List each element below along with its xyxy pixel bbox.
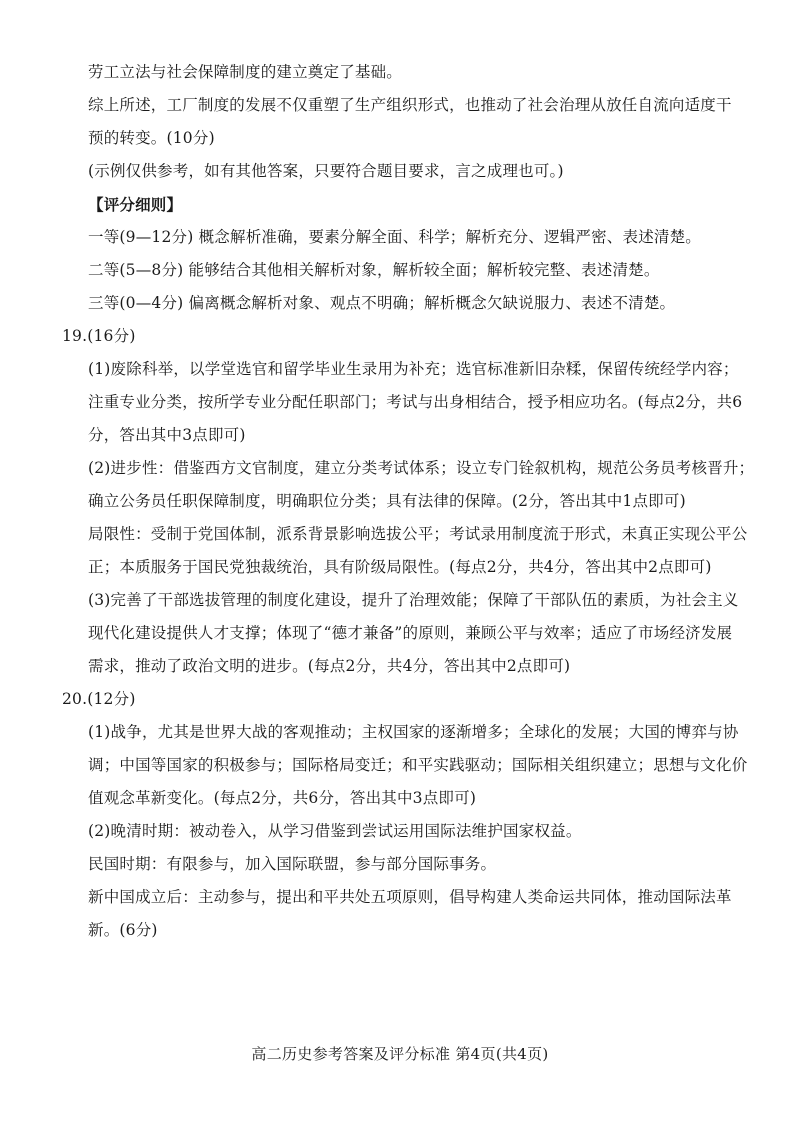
text-line: 局限性：受制于党国体制，派系背景影响选拔公平；考试录用制度流于形式，未真正实现公平公 [88,525,748,543]
text-line: 民国时期：有限参与，加入国际联盟，参与部分国际事务。 [88,855,497,873]
text-line: 分，答出其中3点即可) [88,426,246,444]
text-line: 需求，推动了政治文明的进步。(每点2分，共4分，答出其中2点即可) [88,657,571,675]
text-line: 调；中国等国家的积极参与；国际格局变迁；和平实践驱动；国际相关组织建立；思想与文化价 [88,756,748,774]
grading-rules-heading: 【评分细则】 [88,195,183,214]
text-line: (2)晚清时期：被动卷入，从学习借鉴到尝试运用国际法维护国家权益。 [88,822,582,840]
text-line: (2)进步性：借鉴西方文官制度，建立分类考试体系；设立专门铨叙机构，规范公务员考核晋升； [88,459,755,477]
text-line: 新中国成立后：主动参与，提出和平共处五项原则，倡导构建人类命运共同体，推动国际法革 [88,888,732,906]
text-line: (1)废除科举，以学堂选官和留学毕业生录用为补充；选官标准新旧杂糅，保留传统经学内容； [88,360,739,378]
text-line: 确立公务员任职保障制度，明确职位分类；具有法律的保障。(2分，答出其中1点即可) [88,492,686,510]
text-line: (1)战争，尤其是世界大战的客观推动；主权国家的逐渐增多；全球化的发展；大国的博弈与协 [88,723,739,741]
grading-level-3: 三等(0—4分) 偏离概念解析对象、观点不明确；解析概念欠缺说服力、表述不清楚。 [88,294,676,312]
text-line: 正；本质服务于国民党独裁统治，具有阶级局限性。(每点2分，共4分，答出其中2点即可) [88,558,712,576]
page-footer: 高二历史参考答案及评分标准 第4页(共4页) [251,1045,549,1063]
grading-level-2: 二等(5—8分) 能够结合其他相关解析对象，解析较全面；解析较完整、表述清楚。 [88,261,660,279]
text-line: (3)完善了干部选拔管理的制度化建设，提升了治理效能；保障了干部队伍的素质，为社会主义 [88,591,739,609]
text-line: 注重专业分类，按所学专业分配任职部门；考试与出身相结合，授予相应功名。(每点2分，共6 [88,393,743,411]
grading-level-1: 一等(9—12分) 概念解析准确，要素分解全面、科学；解析充分、逻辑严密、表述清楚。 [88,228,702,246]
reference-note: (示例仅供参考，如有其他答案，只要符合题目要求，言之成理也可。) [88,162,564,180]
text-line: 现代化建设提供人才支撑；体现了“德才兼备”的原则，兼顾公平与效率；适应了市场经济发展 [88,624,733,642]
question-19-heading: 19.(16分) [62,327,136,345]
text-line: 值观念革新变化。(每点2分，共6分，答出其中3点即可) [88,789,477,807]
question-20-heading: 20.(12分) [62,690,136,708]
text-line: 新。(6分) [88,921,158,939]
text-line: 预的转变。(10分) [88,129,215,147]
document-body [62,62,755,953]
text-line: 综上所述，工厂制度的发展不仅重塑了生产组织形式，也推动了社会治理从放任自流向适度干 [88,96,732,114]
text-line: 劳工立法与社会保障制度的建立奠定了基础。 [88,63,403,81]
